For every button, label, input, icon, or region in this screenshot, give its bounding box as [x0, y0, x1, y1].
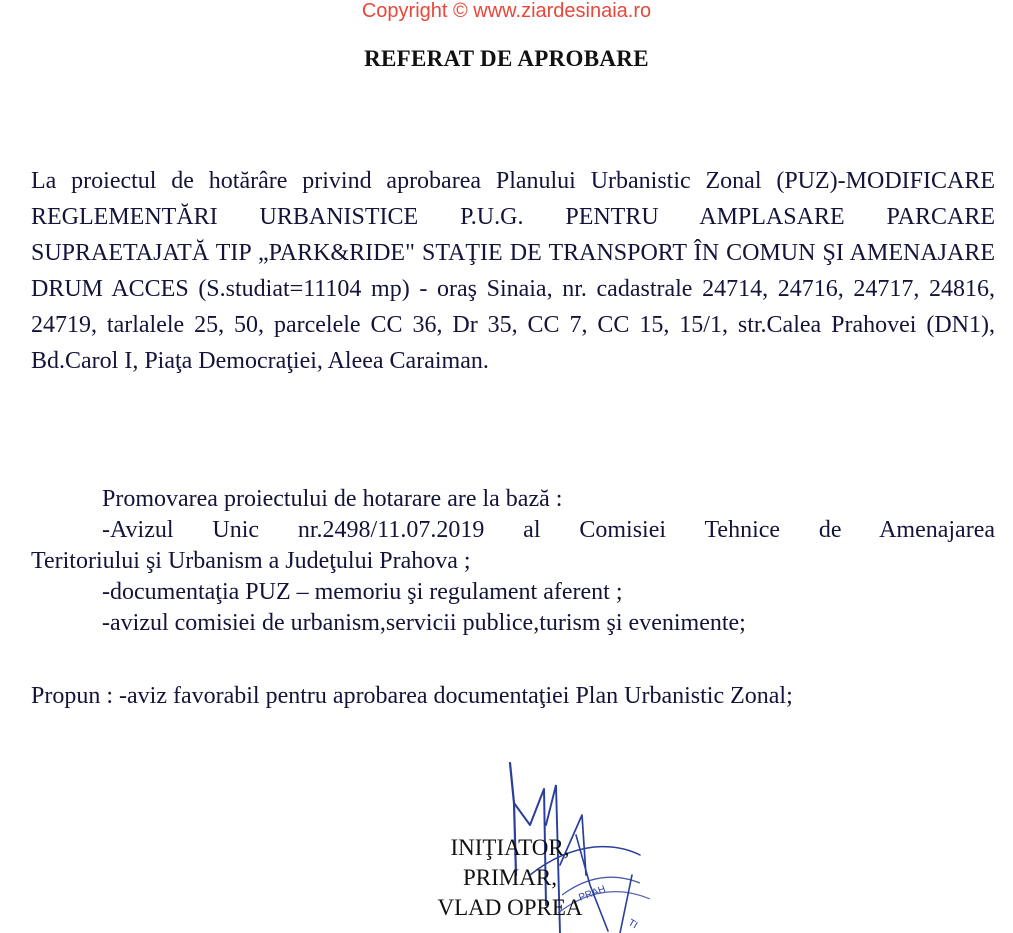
- basis-item-1-line-2: Teritoriului şi Urbanism a Judeţului Prahova ;: [31, 548, 471, 574]
- basis-item-2: -documentaţia PUZ – memoriu şi regulament aferent ;: [102, 579, 623, 605]
- document-title: REFERAT DE APROBARE: [364, 46, 649, 71]
- proposal-line: Propun : -aviz favorabil pentru aprobarea documentaţiei Plan Urbanistic Zonal;: [31, 683, 793, 709]
- intro-paragraph: La proiectul de hotărâre privind aprobarea Planului Urbanistic Zonal (PUZ)-MODIFICARE REGLEMENTĂRI URBANISTICE P.U.G. PENTRU AMPLASARE PARCARE SUPRAETAJATĂ TIP „PARK&RIDE" STAŢIE DE TRANSPORT ÎN COMUN ŞI AMENAJARE DRUM ACCES (S.studiat=11104 mp) - oraş Sinaia, nr. cadastrale 24714, 24716, 24717, 24816, 24719, tarlalele 25, 50, parcelele CC 36, Dr 35, CC 7, CC 15, 15/1, str.Calea Prahovei (DN1), Bd.Carol I, Piaţa Democraţiei, Aleea Caraiman.: [31, 168, 995, 374]
- copyright-watermark: Copyright © www.ziardesinaia.ro: [361, 0, 652, 22]
- signatory-name: VLAD OPREA: [437, 895, 583, 920]
- signatory-title: PRIMAR,: [463, 865, 557, 890]
- svg-text:PRAH: PRAH: [577, 883, 608, 904]
- basis-heading: Promovarea proiectului de hotarare are la bază :: [102, 486, 563, 512]
- signatory-role: INIŢIATOR,: [450, 835, 570, 860]
- basis-item-3: -avizul comisiei de urbanism,servicii publice,turism şi evenimente;: [102, 610, 746, 636]
- basis-item-1-line-1: -Avizul Unic nr.2498/11.07.2019 al Comisiei Tehnice de Amenajarea: [102, 517, 995, 543]
- basis-section: [31, 484, 995, 639]
- signature-block: [380, 833, 640, 923]
- svg-text:TI: TI: [626, 917, 640, 932]
